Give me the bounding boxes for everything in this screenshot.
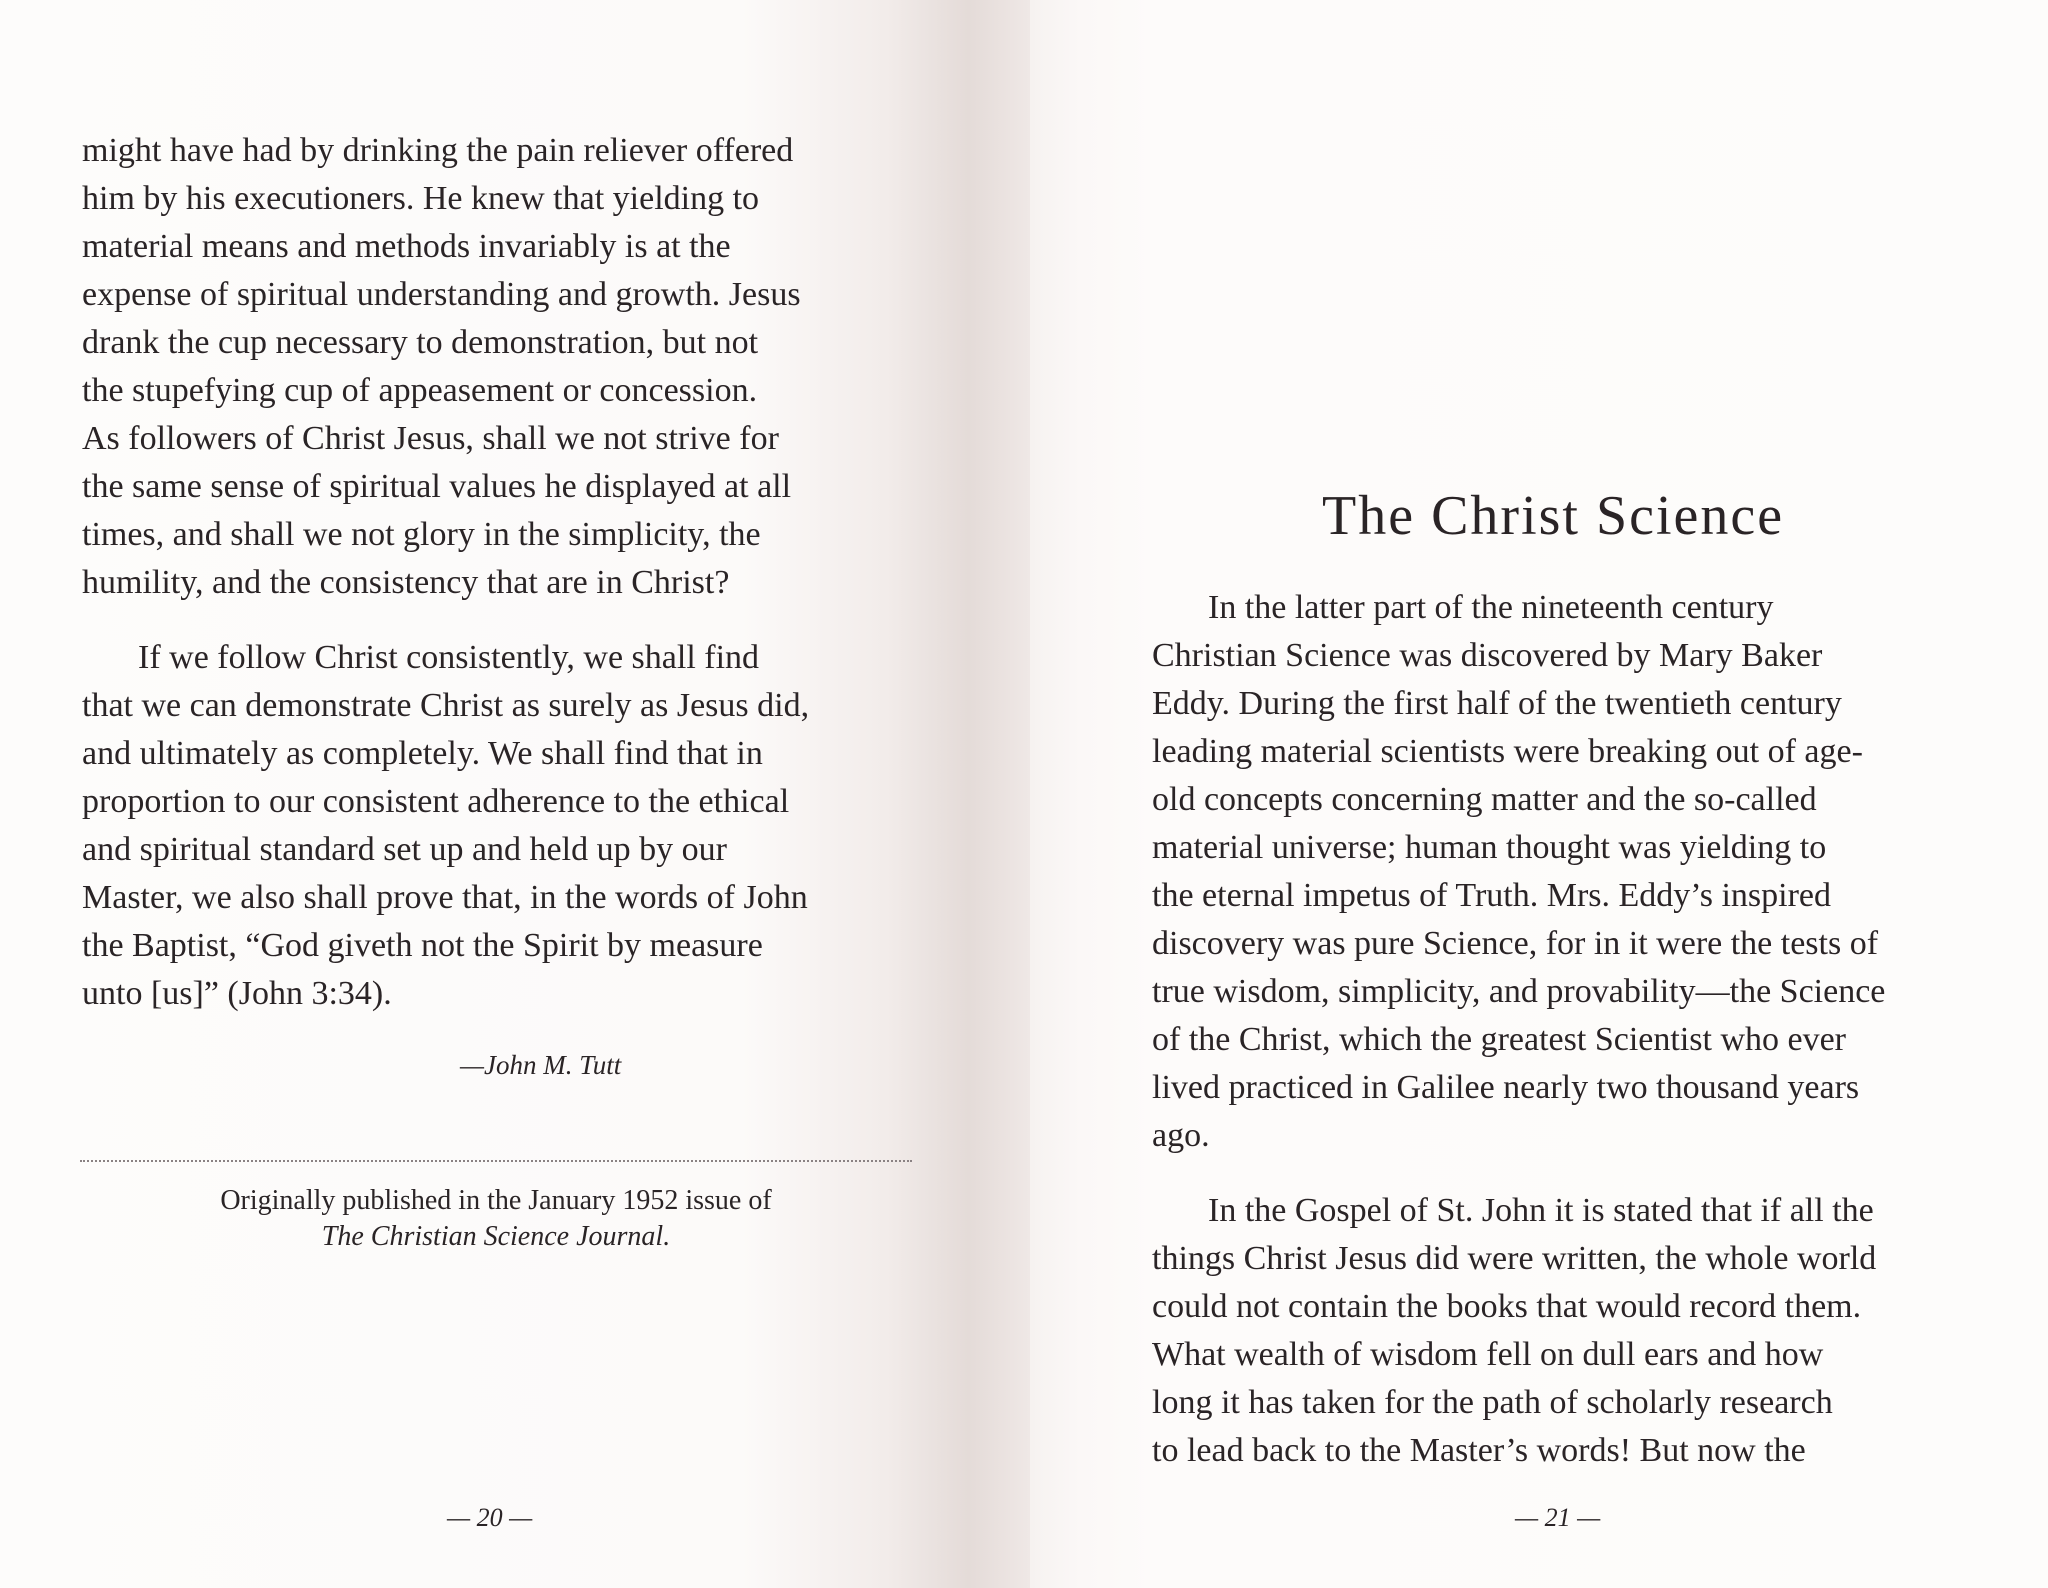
author-signature: —John M. Tutt xyxy=(460,1050,622,1080)
text-line: drank the cup necessary to demonstration, but not xyxy=(82,324,759,361)
text-line: As followers of Christ Jesus, shall we not strive for xyxy=(82,420,779,457)
page-number: — 21 — xyxy=(1515,1503,1601,1532)
text-line: In the Gospel of St. John it is stated that if all the xyxy=(1208,1192,1874,1229)
left-paragraph-1 xyxy=(82,127,801,607)
text-line: In the latter part of the nineteenth century xyxy=(1208,589,1774,626)
text-line: material universe; human thought was yielding to xyxy=(1152,829,1827,866)
text-line: ago. xyxy=(1152,1117,1210,1154)
text-line: things Christ Jesus did were written, the whole world xyxy=(1152,1240,1877,1277)
right-paragraph-1 xyxy=(1152,584,1885,1160)
text-line: could not contain the books that would record them. xyxy=(1152,1288,1862,1325)
text-line: lived practiced in Galilee nearly two thousand years xyxy=(1152,1069,1860,1106)
text-line: proportion to our consistent adherence to the ethical xyxy=(82,783,790,820)
chapter-title: The Christ Science xyxy=(1322,485,1785,547)
text-line: humility, and the consistency that are in Christ? xyxy=(82,564,730,601)
right-paragraph-2 xyxy=(1152,1187,1876,1475)
text-line: Christian Science was discovered by Mary Baker xyxy=(1152,637,1823,674)
text-line: might have had by drinking the pain reliever offered xyxy=(82,132,794,169)
text-line: expense of spiritual understanding and growth. Jesus xyxy=(82,276,801,313)
text-line: old concepts concerning matter and the so-called xyxy=(1152,781,1817,818)
publication-note-line: Originally published in the January 1952 issue of xyxy=(220,1185,772,1216)
journal-title: The Christian Science Journal. xyxy=(321,1221,671,1252)
text-line: the Baptist, “God giveth not the Spirit by measure xyxy=(82,927,763,964)
right-page xyxy=(1030,0,2048,1588)
dotted-divider xyxy=(80,1160,912,1162)
text-line: times, and shall we not glory in the simplicity, the xyxy=(82,516,761,553)
text-line: him by his executioners. He knew that yielding to xyxy=(82,180,760,217)
text-line: Eddy. During the first half of the twentieth century xyxy=(1152,685,1842,722)
text-line: that we can demonstrate Christ as surely as Jesus did, xyxy=(82,687,810,724)
text-line: the same sense of spiritual values he displayed at all xyxy=(82,468,792,505)
text-line: of the Christ, which the greatest Scientist who ever xyxy=(1152,1021,1846,1058)
publication-note xyxy=(80,1183,912,1255)
text-line: discovery was pure Science, for in it were the tests of xyxy=(1152,925,1879,962)
text-line: Master, we also shall prove that, in the words of John xyxy=(82,879,808,916)
text-line: to lead back to the Master’s words! But now the xyxy=(1152,1432,1806,1469)
text-line: leading material scientists were breaking out of age- xyxy=(1152,733,1863,770)
text-line: If we follow Christ consistently, we shall find xyxy=(138,639,760,676)
text-line: long it has taken for the path of scholarly research xyxy=(1152,1384,1833,1421)
text-line: the eternal impetus of Truth. Mrs. Eddy’s inspired xyxy=(1152,877,1832,914)
text-line: and ultimately as completely. We shall find that in xyxy=(82,735,763,772)
page-number: — 20 — xyxy=(447,1503,533,1532)
text-line: What wealth of wisdom fell on dull ears and how xyxy=(1152,1336,1824,1373)
text-line: true wisdom, simplicity, and provability—the Science xyxy=(1152,973,1886,1010)
text-line: and spiritual standard set up and held up by our xyxy=(82,831,727,868)
text-line: unto [us]” (John 3:34). xyxy=(82,975,392,1012)
text-line: the stupefying cup of appeasement or concession. xyxy=(82,372,758,409)
left-paragraph-2 xyxy=(82,634,809,1018)
text-line: material means and methods invariably is at the xyxy=(82,228,731,265)
